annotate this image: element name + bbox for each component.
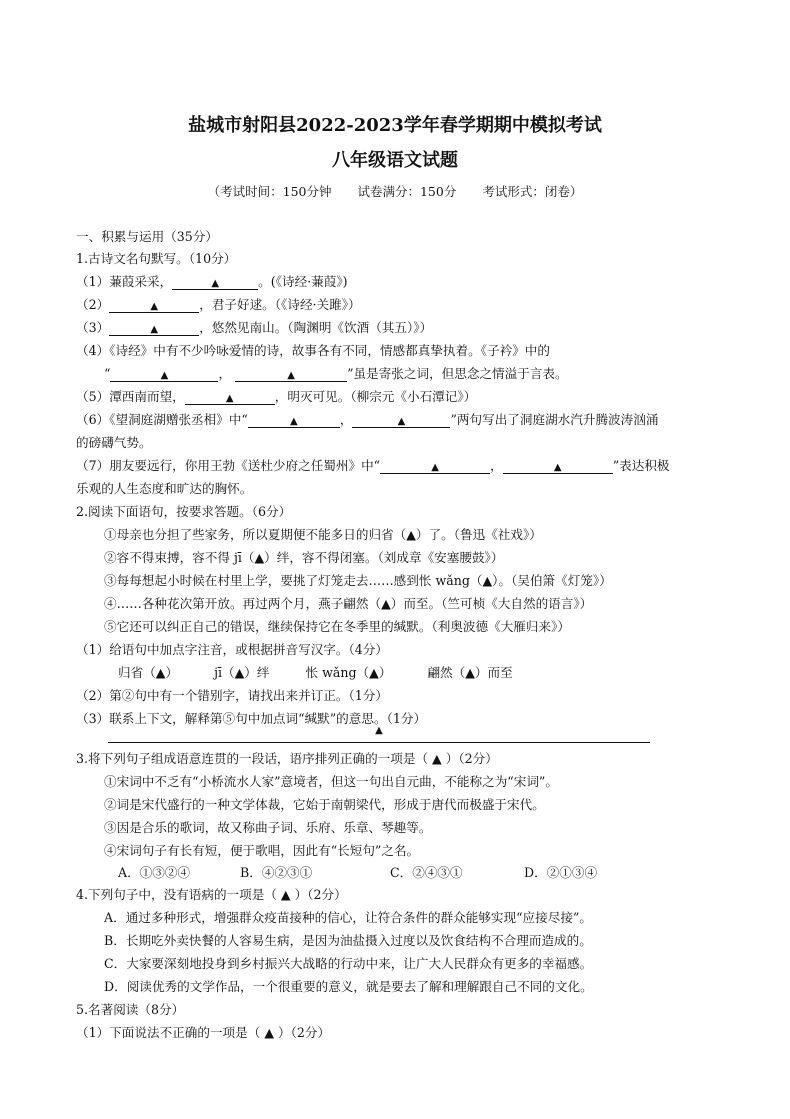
q4-option-c[interactable]: C．大家要深刻地投身到乡村振兴大战略的行动中来，让广大人民群众有更多的幸福感。 bbox=[104, 956, 593, 971]
answer-blank[interactable]: ▲ bbox=[110, 367, 218, 382]
q1-item-6: （6）《望洞庭湖赠张丞相》中“ ▲ ， ▲ ”两句写出了洞庭湖水汽升腾波涛汹涌 bbox=[76, 412, 659, 427]
q2-sub-3: （3）联系上下文，解释第⑤句中加点词“缄默”的意思。（1分） bbox=[76, 711, 427, 726]
q3-sentence-3: ③因是合乐的歌词，故又称曲子词、乐府、乐章、琴趣等。 bbox=[104, 820, 432, 835]
q1-item-1: （1）蒹葭采采， ▲ 。(《诗经·蒹葭》) bbox=[76, 274, 348, 289]
exam-subtitle: 八年级语文试题 bbox=[332, 150, 458, 171]
q2-sentence-2: ②容不得束搏，容不得 jī（▲）绊，容不得闭塞。（刘成章《安塞腰鼓》） bbox=[104, 550, 504, 565]
q3-option-d[interactable]: D．②①③④ bbox=[524, 865, 598, 880]
q2-sub-1: （1）给语句中加点字注音，或根据拼音写汉字。（4分） bbox=[76, 642, 388, 657]
q1-item-4: （4）《诗经》中有不少吟咏爱情的诗，故事各有不同，情感都真挚执着。《子衿》中的 bbox=[76, 343, 550, 358]
section-heading: 一、积累与运用（35分） bbox=[76, 229, 218, 244]
answer-blank[interactable]: ▲ bbox=[248, 413, 340, 428]
q1-item-4-line2: “ ▲ ， ▲ ”虽是寄张之词，但思念之情溢于言表。 bbox=[104, 366, 568, 381]
exam-meta bbox=[0, 182, 790, 200]
q3-option-c[interactable]: C．②④③① bbox=[390, 865, 463, 880]
answer-blank[interactable]: ▲ bbox=[109, 298, 199, 313]
exam-form: 考试形式：闭卷） bbox=[482, 184, 583, 199]
q3-sentence-4: ④宋词句子有长有短，便于歌唱，因此有“长短句”之名。 bbox=[104, 843, 420, 858]
q2-sub-1-items: 归省（▲） jī（▲）绊 怅 wǎng（▲） 翩然（▲）而至 bbox=[118, 665, 513, 680]
q2-stem: 2.阅读下面语句，按要求答题。（6分） bbox=[76, 504, 292, 519]
answer-marker: ▲ bbox=[375, 725, 383, 736]
q2-sub-2: （2）第②句中有一个错别字，请找出来并订正。（1分） bbox=[76, 688, 388, 703]
q5-stem: 5.名著阅读（8分） bbox=[76, 1002, 185, 1017]
answer-blank[interactable]: ▲ bbox=[235, 367, 347, 382]
answer-blank[interactable]: ▲ bbox=[503, 459, 613, 474]
answer-blank[interactable]: ▲ bbox=[172, 275, 258, 290]
q4-stem: 4.下列句子中，没有语病的一项是（ ▲ ）（2分） bbox=[76, 887, 347, 902]
q3-option-b[interactable]: B．④②③① bbox=[240, 865, 313, 880]
q2-sentence-3: ③每每想起小时候在村里上学，要挑了灯笼走去……感到怅 wǎng（▲）。（吴伯箫《灯笼》） bbox=[104, 573, 612, 588]
q3-option-a[interactable]: A．①③②④ bbox=[118, 865, 191, 880]
q1-item-2: （2） ▲ ，君子好逑。（《诗经·关雎》） bbox=[76, 297, 361, 312]
q2-sentence-5: ⑤它还可以纠正自己的错误，继续保持它在冬季里的缄默。（利奥波德《大雁归来》） bbox=[104, 619, 570, 634]
full-score: 试卷满分：150分 bbox=[357, 184, 457, 199]
answer-line[interactable] bbox=[108, 742, 650, 743]
q4-option-b[interactable]: B．长期吃外卖快餐的人容易生病，是因为油盐摄入过度以及饮食结构不合理而造成的。 bbox=[104, 933, 592, 948]
exam-title: 盐城市射阳县2022-2023学年春学期期中模拟考试 bbox=[188, 115, 602, 136]
answer-blank[interactable]: ▲ bbox=[380, 459, 490, 474]
q3-stem: 3.将下列句子组成语意连贯的一段话，语序排列正确的一项是（ ▲ ）（2分） bbox=[76, 751, 498, 766]
q1-stem: 1.古诗文名句默写。（10分） bbox=[76, 251, 237, 266]
q1-item-7-line2: 乐观的人生态度和旷达的胸怀。 bbox=[76, 481, 253, 496]
q1-item-5: （5）潭西南而望， ▲ ，明灭可见。（柳宗元《小石潭记》） bbox=[76, 389, 477, 404]
answer-blank[interactable]: ▲ bbox=[352, 413, 450, 428]
q3-sentence-2: ②词是宋代盛行的一种文学体裁，它始于南朝梁代，形成于唐代而极盛于宋代。 bbox=[104, 797, 545, 812]
q5-sub-1: （1）下面说法不正确的一项是（ ▲ ）（2分） bbox=[76, 1025, 331, 1040]
q4-option-a[interactable]: A．通过多种形式，增强群众疫苗接种的信心，让符合条件的群众能够实现“应接尽接”。 bbox=[104, 910, 592, 925]
q3-sentence-1: ①宋词中不乏有“小桥流水人家”意境者，但这一句出自元曲，不能称之为“宋词”。 bbox=[104, 774, 558, 789]
exam-time: （考试时间：150分钟 bbox=[207, 184, 332, 199]
q2-sentence-4: ④……各种花次第开放。再过两个月，燕子翩然（▲）而至。（竺可桢《大自然的语言》） bbox=[104, 596, 593, 611]
q1-item-7: （7）朋友要远行，你用王勃《送杜少府之任蜀州》中“ ▲ ， ▲ ”表达积极 bbox=[76, 458, 670, 473]
q1-item-6-line2: 的磅礴气势。 bbox=[76, 435, 152, 450]
q4-option-d[interactable]: D．阅读优秀的文学作品，一个很重要的意义，就是要去了解和理解跟自己不同的文化。 bbox=[104, 979, 593, 994]
answer-blank[interactable]: ▲ bbox=[109, 321, 199, 336]
q1-item-3: （3） ▲ ，悠然见南山。（陶渊明《饮酒（其五）》） bbox=[76, 320, 433, 335]
answer-blank[interactable]: ▲ bbox=[185, 390, 275, 405]
q2-sentence-1: ①母亲也分担了些家务，所以夏期便不能多日的归省（▲）了。（鲁迅《社戏》） bbox=[104, 527, 542, 542]
